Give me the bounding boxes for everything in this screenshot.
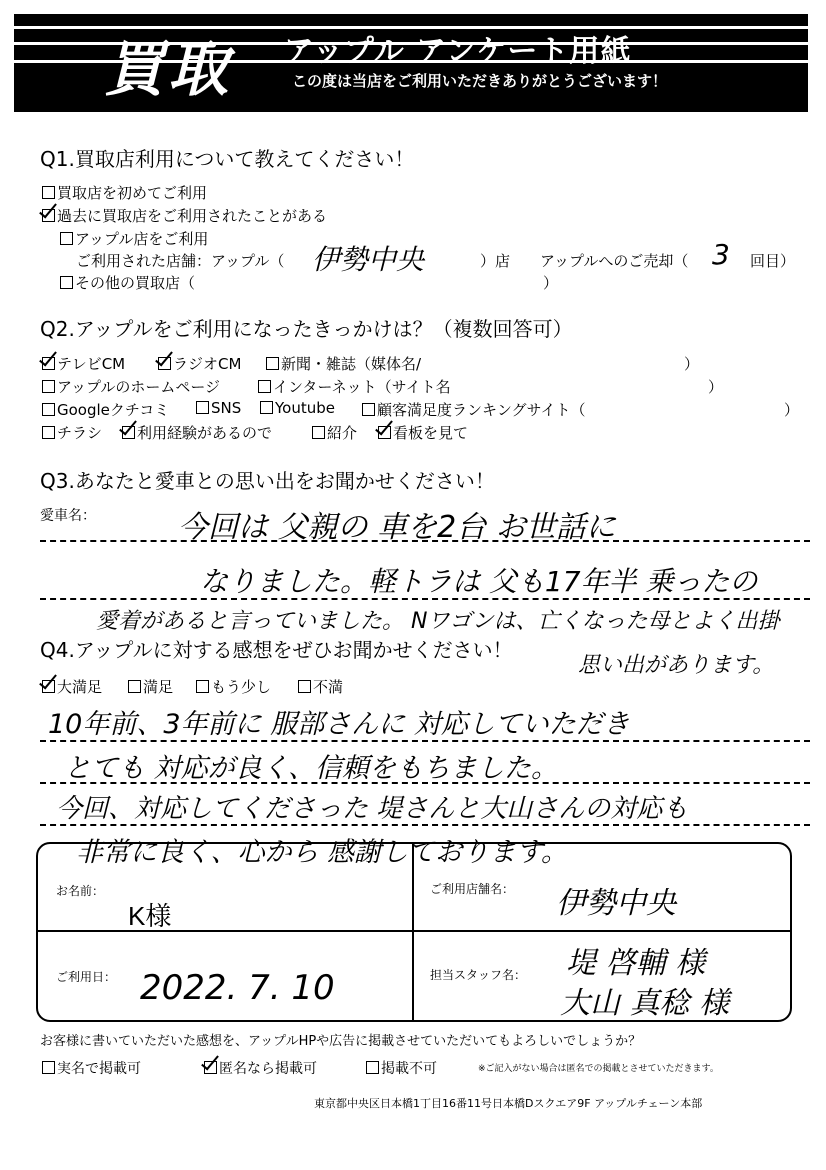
q3-answer-line2: なりました。軽トラは 父も17年半 乗ったの — [200, 565, 758, 598]
checkbox-checked[interactable] — [42, 209, 55, 222]
date-label: ご利用日： — [56, 970, 117, 984]
permission-question: お客様に書いていただいた感想を、アップルHPや広告に掲載させていただいてもよろしいでしょうか？ — [40, 1034, 642, 1049]
checkbox-checked[interactable] — [42, 357, 55, 370]
opt-not-allowed[interactable]: 掲載不可 — [366, 1058, 437, 1078]
checkbox[interactable] — [366, 1061, 379, 1074]
checkbox[interactable] — [128, 680, 141, 693]
q2-flyer[interactable]: チラシ — [42, 422, 102, 443]
store-label: ご利用店舗名： — [430, 882, 515, 896]
q1-heading: Q1.買取店利用について教えてください！ — [40, 147, 415, 171]
checkbox[interactable] — [42, 1061, 55, 1074]
q4-satisfied[interactable]: 満足 — [128, 676, 173, 697]
q2-ranking[interactable]: 顧客満足度ランキングサイト（ — [362, 399, 586, 420]
name-label: お名前： — [56, 884, 105, 898]
q4-dissatisfied[interactable]: 不満 — [298, 676, 343, 697]
checkbox[interactable] — [42, 380, 55, 393]
company-address: 東京都中央区日本橋1丁目16番11号日本橋Dスクエア9F アップルチェーン本部 — [314, 1097, 703, 1110]
q2-internet-close: ） — [708, 378, 724, 396]
header-banner — [14, 14, 808, 112]
q1-sale-value: 3 — [712, 238, 730, 271]
q2-experience[interactable]: 利用経験があるので — [122, 422, 272, 443]
q4-answer-line2: とても 対応が良く、信頼をもちました。 — [64, 753, 559, 784]
q2-sns[interactable]: SNS — [196, 399, 241, 417]
q3-answer-line4: 思い出があります。 — [578, 653, 775, 678]
q1-store-suffix: ）店 — [480, 252, 511, 270]
checkbox[interactable] — [196, 680, 209, 693]
q2-newspaper-close: ） — [684, 355, 700, 373]
form-subtitle: この度は当店をご利用いただきありがとうございます！ — [292, 72, 668, 90]
q1-sale-suffix: 回目） — [750, 252, 796, 270]
q4-little-more[interactable]: もう少し — [196, 676, 271, 697]
checkbox-checked[interactable] — [378, 426, 391, 439]
checkbox[interactable] — [42, 403, 55, 416]
q2-referral[interactable]: 紹介 — [312, 422, 357, 443]
checkbox[interactable] — [266, 357, 279, 370]
staff-label: 担当スタッフ名： — [430, 968, 527, 982]
q4-answer-line3: 今回、対応してくださった 堤さんと大山さんの対応も — [56, 794, 689, 824]
q1-option-first[interactable]: 買取店を初めてご利用 — [42, 182, 207, 203]
q4-very-satisfied[interactable]: 大満足 — [42, 676, 102, 697]
checkbox[interactable] — [60, 276, 73, 289]
date-value: 2022. 7. 10 — [140, 968, 335, 1008]
checkbox-checked[interactable] — [158, 357, 171, 370]
checkbox[interactable] — [196, 401, 209, 414]
q4-heading: Q4.アップルに対する感想をぜひお聞かせください！ — [40, 638, 513, 662]
q4-answer-line1: 10年前、3年前に 服部さんに 対応していただき — [48, 709, 630, 740]
q2-heading: Q2.アップルをご利用になったきっかけは？（複数回答可） — [40, 317, 573, 341]
store-value: 伊勢中央 — [556, 886, 676, 921]
checkbox[interactable] — [312, 426, 325, 439]
q3-heading: Q3.あなたと愛車との思い出をお聞かせください！ — [40, 469, 495, 493]
staff-value-1: 堤 啓輔 様 — [566, 946, 706, 981]
q2-ranking-close: ） — [784, 401, 800, 419]
checkbox-checked[interactable] — [204, 1061, 217, 1074]
q4-answer-line4: 非常に良く、心から 感謝しております。 — [76, 837, 568, 868]
note: ※ご記入がない場合は匿名での掲載とさせていただきます。 — [478, 1064, 719, 1074]
car-name-label: 愛車名： — [40, 508, 96, 524]
checkbox-checked[interactable] — [42, 680, 55, 693]
checkbox[interactable] — [60, 232, 73, 245]
opt-real-name[interactable]: 実名で掲載可 — [42, 1058, 141, 1078]
q3-answer-line3: 愛着があると言っていました。 Nワゴンは、亡くなった母とよく出掛 — [96, 609, 780, 634]
checkbox-checked[interactable] — [122, 426, 135, 439]
q2-tvcm[interactable]: テレビCM — [42, 353, 125, 374]
name-value: K様 — [128, 901, 172, 931]
q1-store-label: ご利用された店舗：アップル（ — [76, 252, 285, 270]
staff-value-2: 大山 真稔 様 — [560, 986, 730, 1021]
checkbox[interactable] — [260, 401, 273, 414]
q1-option-past[interactable]: 過去に買取店をご利用されたことがある — [42, 205, 327, 226]
q2-internet[interactable]: インターネット（サイト名 — [258, 376, 451, 397]
q2-signboard[interactable]: 看板を見て — [378, 422, 468, 443]
q2-google[interactable]: Googleクチコミ — [42, 399, 169, 420]
checkbox[interactable] — [298, 680, 311, 693]
checkbox[interactable] — [362, 403, 375, 416]
q3-answer-line1: 今回は 父親の 車を2台 お世話に — [178, 510, 616, 545]
q2-youtube[interactable]: Youtube — [260, 399, 335, 417]
q1-sale-label: アップルへのご売却（ — [540, 252, 689, 270]
form-title: アップル アンケート用紙 — [284, 34, 632, 69]
q1-option-other[interactable]: その他の買取店（ — [60, 272, 195, 293]
q1-option-apple[interactable]: アップル店をご利用 — [60, 228, 208, 249]
q2-newspaper[interactable]: 新聞・雑誌（媒体名/ — [266, 353, 421, 374]
kaitori-logo: 買取 — [104, 35, 232, 105]
checkbox[interactable] — [42, 186, 55, 199]
opt-anonymous[interactable]: 匿名なら掲載可 — [204, 1058, 317, 1078]
q2-homepage[interactable]: アップルのホームページ — [42, 376, 220, 397]
checkbox[interactable] — [42, 426, 55, 439]
q1-store-value: 伊勢中央 — [312, 243, 425, 276]
checkbox[interactable] — [258, 380, 271, 393]
q2-radiocm[interactable]: ラジオCM — [158, 353, 241, 374]
q1-other-close: ） — [543, 274, 559, 292]
